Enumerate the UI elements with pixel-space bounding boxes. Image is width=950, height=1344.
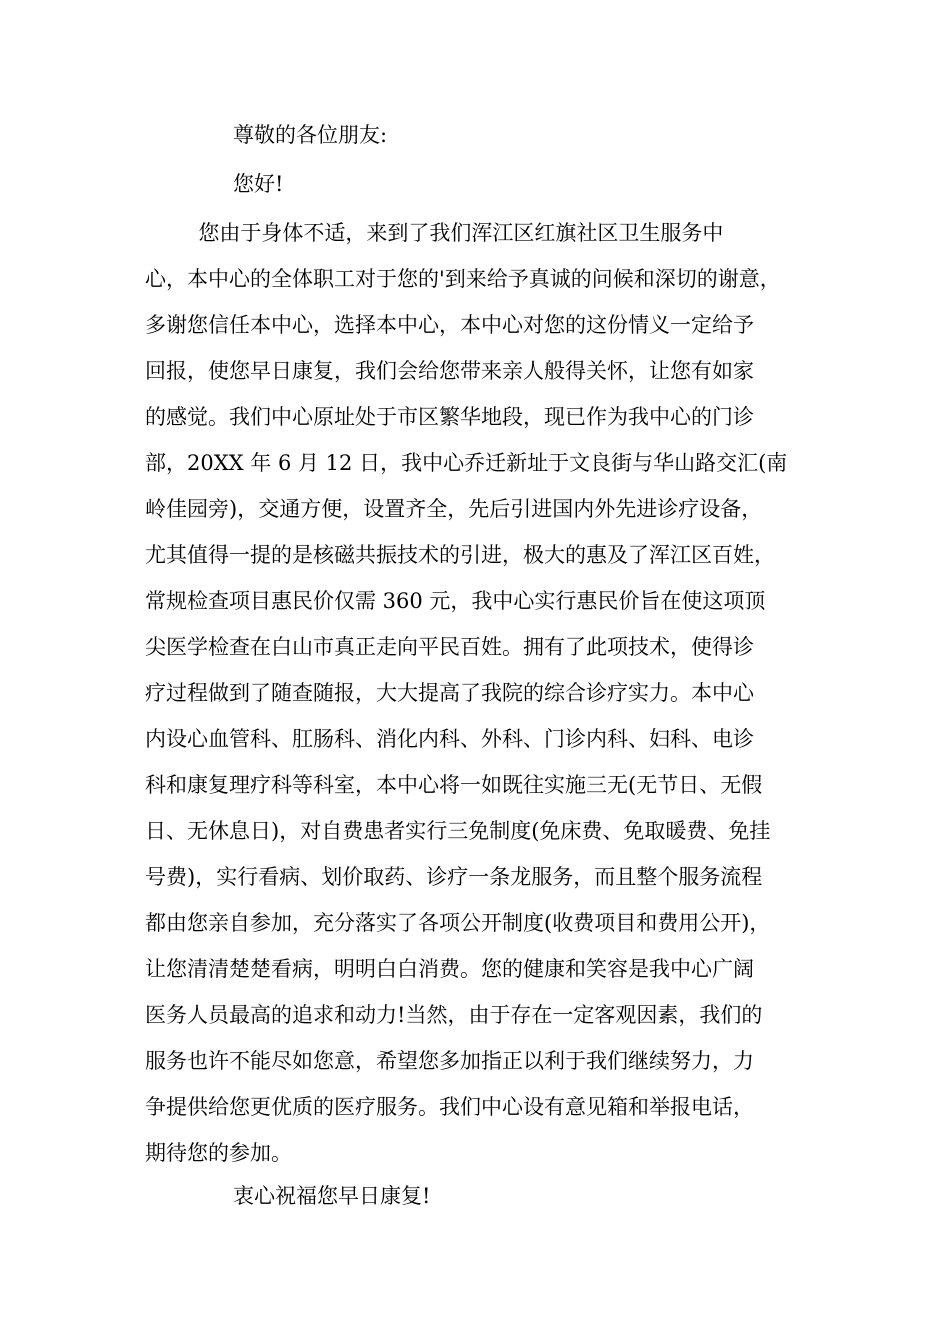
- body-line: 心，本中心的全体职工对于您的'到来给予真诚的问候和深切的谢意，: [145, 267, 781, 291]
- body-line: 让您清清楚楚看病，明明白白消费。您的健康和笑容是我中心广阔: [145, 957, 754, 981]
- body-line: 内设心血管科、肛肠科、消化内科、外科、门诊内科、妇科、电诊: [145, 727, 754, 751]
- body-line: 您由于身体不适，来到了我们浑江区红旗社区卫生服务中: [145, 221, 724, 245]
- body-line: 服务也许不能尽如您意，希望您多加指正以利于我们继续努力，力: [145, 1049, 754, 1073]
- body-line: 尖医学检查在白山市真正走向平民百姓。拥有了此项技术，使得诊: [145, 635, 754, 659]
- closing-wish: 衷心祝福您早日康复!: [233, 1184, 431, 1208]
- body-line: 部，20XX 年 6 月 12 日，我中心乔迁新址于文良街与华山路交汇(南: [145, 451, 788, 475]
- body-line: 医务人员最高的追求和动力!当然，由于存在一定客观因素，我们的: [145, 1003, 763, 1027]
- body-line: 尤其值得一提的是核磁共振技术的引进，极大的惠及了浑江区百姓，: [145, 543, 775, 567]
- body-line: 期待您的参加。: [145, 1141, 292, 1165]
- body-line: 岭佳园旁)，交通方便，设置齐全，先后引进国内外先进诊疗设备，: [145, 497, 763, 521]
- body-line: 科和康复理疗科等科室，本中心将一如既往实施三无(无节日、无假: [145, 773, 763, 797]
- body-line: 号费)，实行看病、划价取药、诊疗一条龙服务，而且整个服务流程: [145, 865, 763, 889]
- salutation: 尊敬的各位朋友:: [233, 123, 388, 147]
- body-line: 都由您亲自参加，充分落实了各项公开制度(收费项目和费用公开)，: [145, 911, 771, 935]
- body-line: 疗过程做到了随查随报，大大提高了我院的综合诊疗实力。本中心: [145, 681, 754, 705]
- greeting: 您好!: [233, 172, 284, 196]
- body-line: 争提供给您更优质的医疗服务。我们中心设有意见箱和举报电话，: [145, 1095, 754, 1119]
- body-line: 日、无休息日)，对自费患者实行三免制度(免床费、免取暖费、免挂: [145, 819, 771, 843]
- body-line: 回报，使您早日康复，我们会给您带来亲人般得关怀，让您有如家: [145, 359, 754, 383]
- body-line: 常规检查项目惠民价仅需 360 元，我中心实行惠民价旨在使这项顶: [145, 589, 766, 613]
- body-line: 的感觉。我们中心原址处于市区繁华地段，现已作为我中心的门诊: [145, 405, 754, 429]
- body-line: 多谢您信任本中心，选择本中心，本中心对您的这份情义一定给予: [145, 313, 754, 337]
